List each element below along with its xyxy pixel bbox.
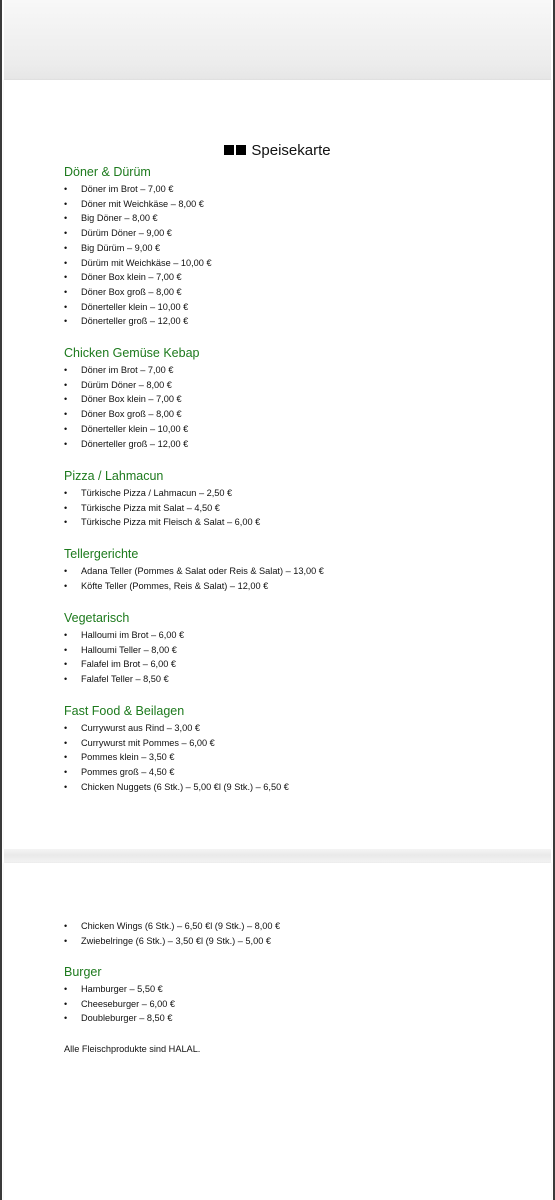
- list-item: [64, 672, 531, 687]
- menu-section-tellergerichte: [64, 546, 531, 593]
- item-list: [64, 628, 531, 687]
- list-item: [64, 579, 531, 594]
- menu-section-burger: [64, 964, 531, 1026]
- item-list: [64, 919, 531, 948]
- list-item: [64, 919, 531, 934]
- menu-section-pizza: [64, 468, 531, 530]
- item-list: [64, 363, 531, 451]
- bullet-icon: •: [64, 767, 68, 778]
- bullet-icon: •: [64, 580, 68, 591]
- list-item: [64, 1011, 531, 1026]
- list-item: [64, 256, 531, 271]
- bullet-icon: •: [64, 630, 68, 640]
- bullet-icon: •: [64, 723, 68, 733]
- list-item: [64, 765, 531, 780]
- item-text: Dürüm Döner – 9,00 €: [81, 228, 172, 239]
- item-text: Döner Box klein – 7,00 €: [81, 394, 182, 405]
- bullet-icon: •: [64, 394, 68, 405]
- item-text: Falafel im Brot – 6,00 €: [81, 659, 176, 670]
- list-item: [64, 437, 531, 452]
- item-text: Döner im Brot – 7,00 €: [81, 184, 174, 194]
- list-item: [64, 378, 531, 393]
- list-item: [64, 285, 531, 300]
- item-text: Döner Box klein – 7,00 €: [81, 272, 182, 283]
- bullet-icon: •: [64, 438, 68, 449]
- item-text: Döner Box groß – 8,00 €: [81, 286, 182, 297]
- bullet-icon: •: [64, 257, 68, 268]
- list-item: [64, 515, 531, 530]
- item-list: [64, 564, 531, 593]
- item-text: Hamburger – 5,50 €: [81, 984, 163, 994]
- list-item: [64, 736, 531, 751]
- bullet-icon: •: [64, 301, 68, 312]
- list-item: [64, 628, 531, 643]
- item-text: Türkische Pizza mit Salat – 4,50 €: [81, 502, 220, 513]
- halal-note: Alle Fleischprodukte sind HALAL.: [64, 1044, 201, 1054]
- item-list: [64, 982, 531, 1026]
- item-text: Dürüm Döner – 8,00 €: [81, 379, 172, 390]
- item-list: [64, 182, 531, 329]
- bullet-icon: •: [64, 502, 68, 513]
- item-text: Big Döner – 8,00 €: [81, 213, 158, 224]
- menu-section-continued: [64, 917, 531, 948]
- bullet-icon: •: [64, 365, 68, 375]
- bullet-icon: •: [64, 517, 68, 528]
- item-text: Dürüm mit Weichkäse – 10,00 €: [81, 257, 212, 268]
- section-heading: Fast Food & Beilagen: [64, 704, 185, 718]
- list-item: [64, 392, 531, 407]
- bullet-icon: •: [64, 921, 68, 931]
- page-gap-top: [4, 0, 551, 80]
- bullet-icon: •: [64, 998, 68, 1009]
- item-text: Currywurst mit Pommes – 6,00 €: [81, 737, 215, 748]
- item-text: Köfte Teller (Pommes, Reis & Salat) – 12,00 €: [81, 580, 269, 591]
- list-item: [64, 643, 531, 658]
- item-text: Zwiebelringe (6 Stk.) – 3,50 €l (9 Stk.) – 5,00 €: [81, 935, 271, 946]
- item-text: Big Dürüm – 9,00 €: [81, 242, 161, 253]
- page-title-text: Speisekarte: [251, 142, 331, 159]
- bullet-icon: •: [64, 409, 68, 420]
- bullet-icon: •: [64, 198, 68, 209]
- item-text: Döner im Brot – 7,00 €: [81, 365, 174, 375]
- item-text: Halloumi im Brot – 6,00 €: [81, 630, 185, 640]
- menu-section-chicken: [64, 345, 531, 451]
- list-item: [64, 721, 531, 736]
- bullet-icon: •: [64, 379, 68, 390]
- bullet-icon: •: [64, 423, 68, 434]
- list-item: [64, 211, 531, 226]
- section-heading: Chicken Gemüse Kebap: [64, 346, 200, 360]
- item-text: Dönerteller klein – 10,00 €: [81, 423, 189, 434]
- square-icon: [236, 145, 246, 155]
- list-item: [64, 407, 531, 422]
- list-item: [64, 241, 531, 256]
- list-item: [64, 314, 531, 329]
- item-text: Döner Box groß – 8,00 €: [81, 409, 182, 420]
- item-text: Halloumi Teller – 8,00 €: [81, 644, 177, 655]
- list-item: [64, 300, 531, 315]
- section-heading: Burger: [64, 965, 102, 979]
- list-item: [64, 422, 531, 437]
- bullet-icon: •: [64, 984, 68, 994]
- item-text: Adana Teller (Pommes & Salat oder Reis & Salat) – 13,00 €: [81, 566, 324, 576]
- list-item: [64, 182, 531, 197]
- page-title: [4, 142, 551, 159]
- bullet-icon: •: [64, 272, 68, 283]
- list-item: [64, 486, 531, 501]
- list-item: [64, 934, 531, 949]
- bullet-icon: •: [64, 1013, 68, 1024]
- list-item: [64, 197, 531, 212]
- menu-section-doener: [64, 164, 531, 329]
- item-list: [64, 721, 531, 795]
- section-heading: Pizza / Lahmacun: [64, 469, 164, 483]
- item-text: Falafel Teller – 8,50 €: [81, 674, 169, 685]
- bullet-icon: •: [64, 566, 68, 576]
- list-item: [64, 997, 531, 1012]
- item-text: Türkische Pizza / Lahmacun – 2,50 €: [81, 488, 233, 498]
- item-text: Cheeseburger – 6,00 €: [81, 998, 175, 1009]
- item-text: Dönerteller groß – 12,00 €: [81, 316, 189, 327]
- bullet-icon: •: [64, 488, 68, 498]
- item-text: Pommes klein – 3,50 €: [81, 752, 175, 763]
- item-text: Türkische Pizza mit Fleisch & Salat – 6,00 €: [81, 517, 261, 528]
- bullet-icon: •: [64, 737, 68, 748]
- item-text: Chicken Nuggets (6 Stk.) – 5,00 €l (9 Stk.) – 6,50 €: [81, 781, 289, 792]
- bullet-icon: •: [64, 674, 68, 685]
- menu-section-fastfood: [64, 703, 531, 795]
- bullet-icon: •: [64, 228, 68, 239]
- item-text: Currywurst aus Rind – 3,00 €: [81, 723, 200, 733]
- bullet-icon: •: [64, 286, 68, 297]
- bullet-icon: •: [64, 184, 68, 194]
- list-item: [64, 226, 531, 241]
- bullet-icon: •: [64, 213, 68, 224]
- list-item: [64, 564, 531, 579]
- item-text: Döner mit Weichkäse – 8,00 €: [81, 198, 204, 209]
- page-gap: [4, 849, 551, 863]
- bullet-icon: •: [64, 644, 68, 655]
- list-item: [64, 780, 531, 795]
- bullet-icon: •: [64, 781, 68, 792]
- square-icon: [224, 145, 234, 155]
- menu-section-vegetarisch: [64, 610, 531, 687]
- list-item: [64, 657, 531, 672]
- bullet-icon: •: [64, 935, 68, 946]
- item-text: Chicken Wings (6 Stk.) – 6,50 €l (9 Stk.) – 8,00 €: [81, 921, 281, 931]
- item-text: Dönerteller groß – 12,00 €: [81, 438, 189, 449]
- list-item: [64, 982, 531, 997]
- item-list: [64, 486, 531, 530]
- document-page-2: [4, 863, 551, 1200]
- bullet-icon: •: [64, 752, 68, 763]
- section-heading: Tellergerichte: [64, 547, 139, 561]
- item-text: Dönerteller klein – 10,00 €: [81, 301, 189, 312]
- list-item: [64, 270, 531, 285]
- list-item: [64, 750, 531, 765]
- document-page-1: [4, 80, 551, 849]
- item-text: Pommes groß – 4,50 €: [81, 767, 175, 778]
- bullet-icon: •: [64, 659, 68, 670]
- item-text: Doubleburger – 8,50 €: [81, 1013, 173, 1024]
- bullet-icon: •: [64, 316, 68, 327]
- list-item: [64, 363, 531, 378]
- list-item: [64, 501, 531, 516]
- section-heading: Döner & Dürüm: [64, 165, 151, 179]
- section-heading: Vegetarisch: [64, 611, 130, 625]
- bullet-icon: •: [64, 242, 68, 253]
